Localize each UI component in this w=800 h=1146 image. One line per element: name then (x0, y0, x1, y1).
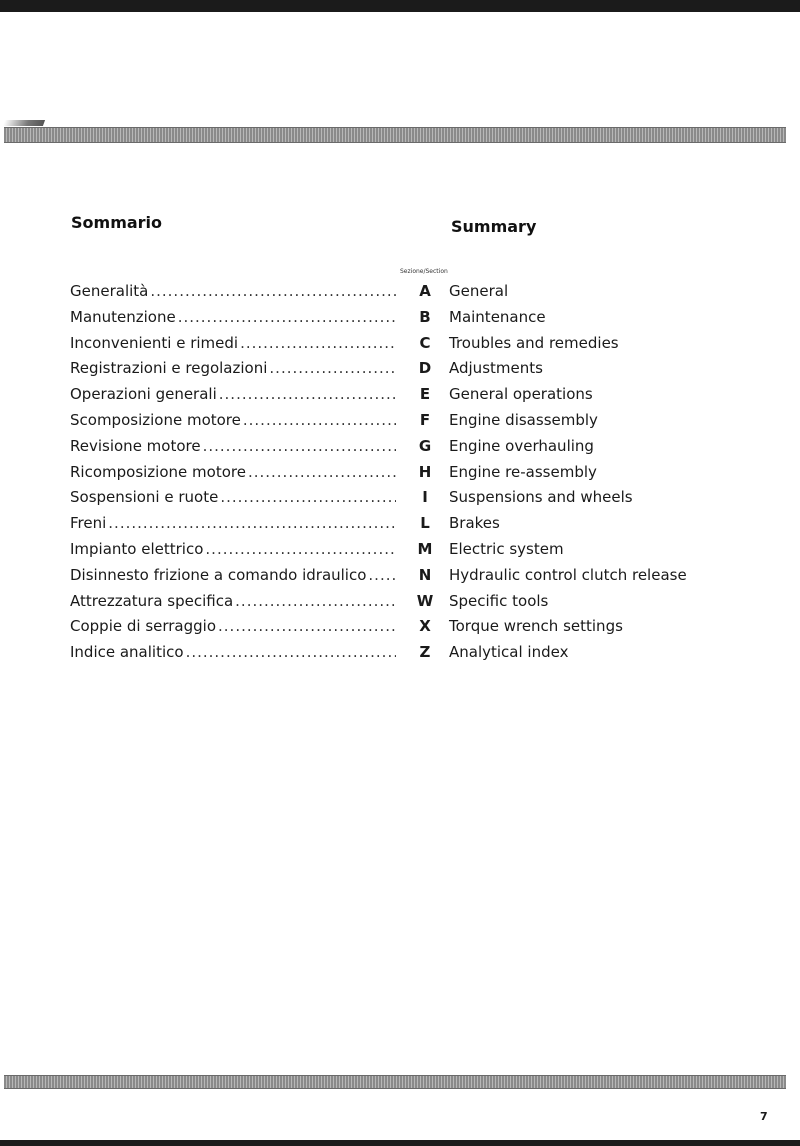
toc-entry-english: Specific tools (449, 591, 549, 610)
toc-section-letter: G (418, 436, 432, 455)
bottom-rule (4, 1075, 786, 1089)
toc-entry-italian (70, 282, 396, 300)
toc-entry-english: Engine overhauling (449, 436, 594, 455)
toc-entry-italian (70, 308, 396, 326)
toc-entry-english: General (449, 282, 509, 300)
toc-entry (0, 540, 800, 566)
toc-entry (0, 566, 800, 592)
toc-leader-dots (219, 385, 396, 403)
toc-entry-english: Electric system (449, 540, 564, 558)
toc-section-letter: E (419, 385, 431, 404)
toc-entry (0, 617, 800, 643)
toc-entry-italian-label: Scomposizione motore (70, 411, 241, 429)
section-label: Sezione/Section (400, 268, 448, 275)
toc-entry-italian (70, 592, 396, 610)
toc-entry-italian-label: Sospensioni e ruote (70, 488, 219, 507)
toc-entry (0, 643, 800, 669)
toc-entry-english: Engine re-assembly (449, 462, 597, 481)
toc-leader-dots (178, 308, 396, 326)
toc-section-letter: D (418, 359, 432, 378)
toc-leader-dots (220, 488, 396, 506)
toc-leader-dots (368, 566, 396, 584)
toc-entry-italian (70, 411, 396, 429)
toc-entry-italian (70, 643, 396, 661)
toc-leader-dots (243, 411, 396, 429)
toc-leader-dots (150, 282, 396, 300)
toc-entry-italian-label: Inconvenienti e rimedi (70, 333, 239, 352)
toc-leader-dots (248, 463, 396, 481)
toc-leader-dots (240, 334, 396, 352)
toc-entry (0, 385, 800, 411)
toc-leader-dots (186, 643, 396, 661)
toc-leader-dots (203, 437, 396, 455)
toc-entry-italian (70, 385, 396, 403)
toc-entry-italian (70, 437, 396, 455)
toc-entry-italian-label: Freni (70, 514, 107, 533)
toc-entry-italian-label: Indice analitico (70, 643, 184, 662)
toc-section-letter: W (416, 591, 434, 610)
rule-mark (3, 120, 45, 126)
toc-entry-italian (70, 463, 396, 481)
toc-entry-english: Analytical index (449, 643, 569, 662)
toc-entry-english: General operations (449, 385, 593, 404)
toc-leader-dots (108, 514, 396, 532)
toc-section-letter: N (418, 565, 432, 584)
toc-entry-italian (70, 514, 396, 532)
toc-entry-english: Torque wrench settings (449, 617, 623, 636)
toc-entry (0, 334, 800, 360)
toc-entry (0, 308, 800, 334)
toc-entry-italian (70, 359, 396, 377)
toc-entry-italian-label: Revisione motore (70, 436, 201, 455)
toc-entry-italian-label: Registrazioni e regolazioni (70, 359, 268, 378)
toc-entry (0, 463, 800, 489)
toc-entry-english: Troubles and remedies (449, 333, 619, 352)
toc-entry (0, 592, 800, 618)
toc-entry-english: Engine disassembly (449, 411, 598, 429)
toc-section-letter: B (419, 307, 431, 326)
toc-leader-dots (218, 617, 396, 635)
top-bar (0, 0, 800, 12)
toc-entry-english: Maintenance (449, 307, 546, 326)
toc-section-letter: M (417, 540, 433, 558)
toc-entry-italian (70, 566, 396, 584)
toc-entry-italian-label: Attrezzatura specifica (70, 591, 234, 610)
top-rule (4, 127, 786, 143)
toc-entry-italian (70, 334, 396, 352)
toc-leader-dots (269, 359, 396, 377)
toc-entry-italian-label: Generalità (70, 282, 149, 300)
toc-entry (0, 514, 800, 540)
toc-section-letter: C (419, 333, 431, 352)
toc-entry-italian-label: Ricomposizione motore (70, 462, 246, 481)
page-number: 7 (760, 1110, 768, 1123)
toc-entry-italian-label: Impianto elettrico (70, 540, 204, 558)
toc-section-letter: X (419, 617, 431, 636)
bottom-bar (0, 1140, 800, 1146)
toc-entry (0, 359, 800, 385)
toc-entry-italian (70, 488, 396, 506)
toc-section-letter: I (422, 488, 428, 507)
toc-leader-dots (235, 592, 396, 610)
toc-entry-english: Adjustments (449, 359, 543, 378)
toc-entry-italian-label: Operazioni generali (70, 385, 217, 404)
heading-english: Summary (451, 217, 537, 236)
heading-italian: Sommario (71, 213, 163, 232)
toc-section-letter: H (418, 462, 432, 481)
toc-entry-italian-label: Disinnesto frizione a comando idraulico (70, 565, 367, 584)
toc-section-letter: F (419, 411, 431, 429)
toc-entry-italian-label: Coppie di serraggio (70, 617, 217, 636)
toc-entry-english: Brakes (449, 514, 500, 533)
toc-entry (0, 411, 800, 437)
toc-section-letter: A (419, 282, 431, 300)
toc-section-letter: L (420, 514, 430, 533)
toc-entry (0, 488, 800, 514)
toc-entry-italian (70, 617, 396, 635)
toc-entry-english: Hydraulic control clutch release (449, 565, 687, 584)
toc-entry (0, 437, 800, 463)
toc-section-letter: Z (419, 643, 431, 662)
toc-entry (0, 282, 800, 308)
toc-entry-italian (70, 540, 396, 558)
toc-entry-english: Suspensions and wheels (449, 488, 633, 507)
toc-entry-italian-label: Manutenzione (70, 307, 176, 326)
toc-leader-dots (205, 540, 396, 558)
